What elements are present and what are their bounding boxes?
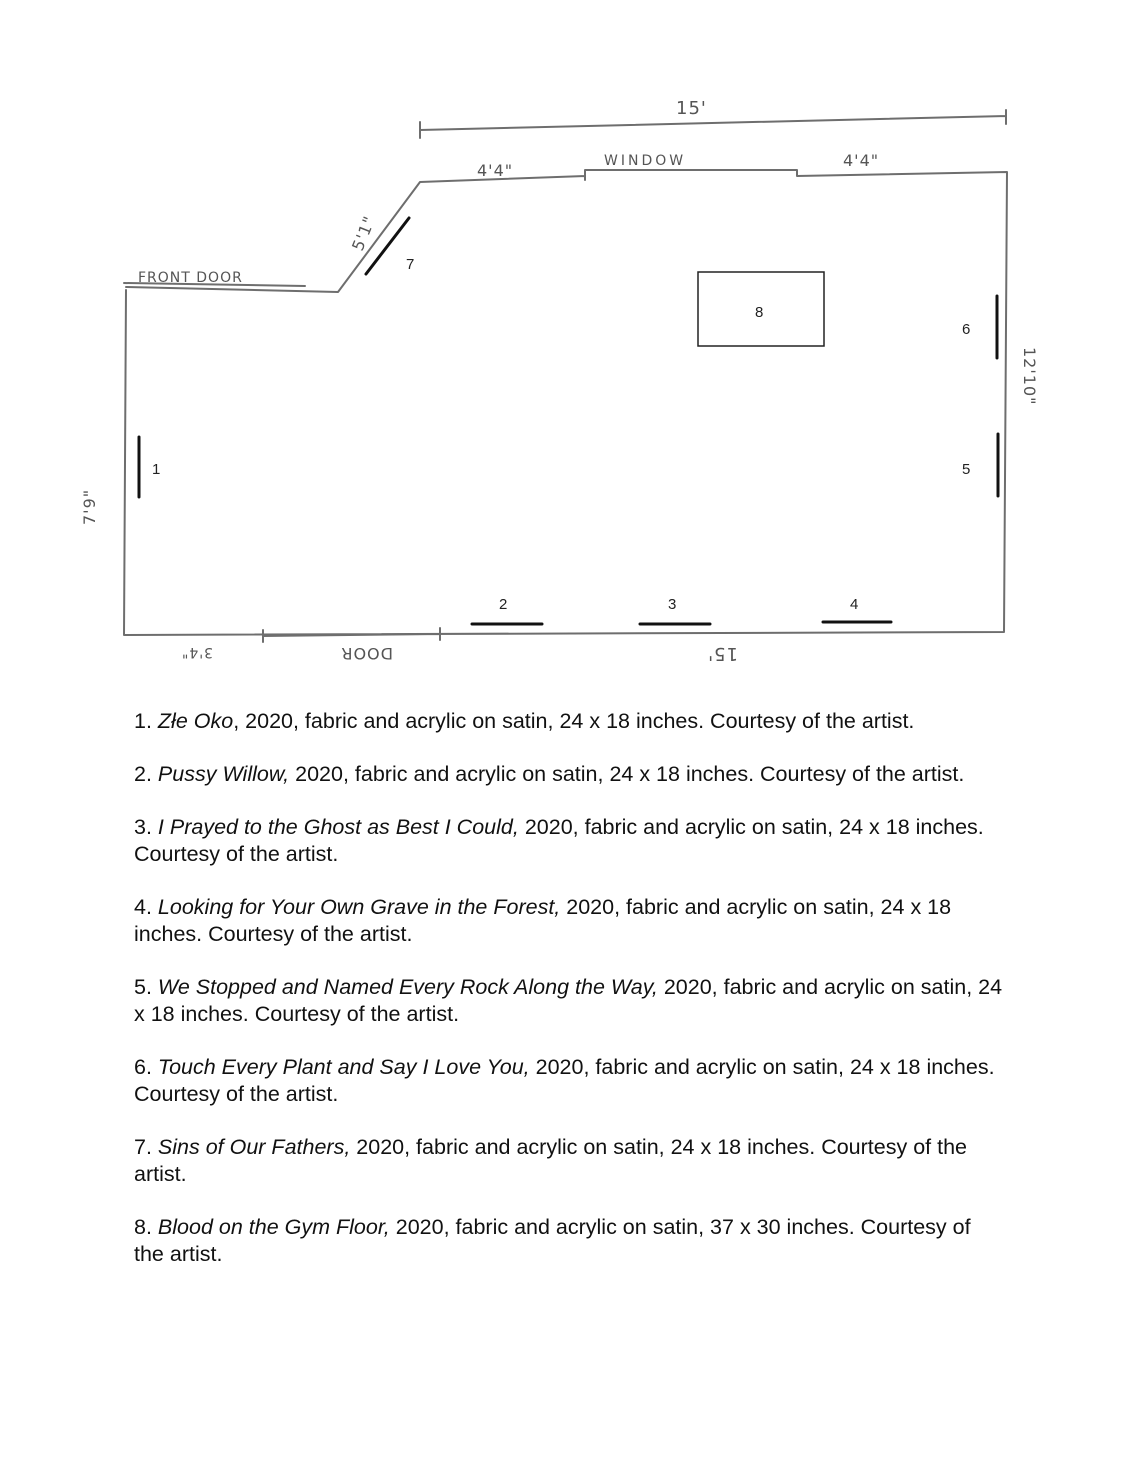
top-dimension-line	[420, 110, 1006, 138]
entry-details: 2020, fabric and acrylic on satin, 37 x 30 inches. Courtesy of the artist.	[134, 1215, 971, 1266]
entry-number: 7.	[134, 1135, 152, 1159]
entry-title: We Stopped and Named Every Rock Along the Way,	[157, 975, 658, 999]
entry-number: 2.	[134, 762, 152, 786]
artwork-number-2: 2	[499, 596, 508, 613]
entry-title: Touch Every Plant and Say I Love You,	[157, 1055, 530, 1079]
entry-number: 4.	[134, 895, 152, 919]
dim-left-wall: 7'9"	[80, 488, 99, 525]
entry-details: 2020, fabric and acrylic on satin, 24 x 18 inches. Courtesy of the artist.	[134, 1055, 995, 1106]
artwork-number-5: 5	[962, 461, 971, 478]
entry-details: 2020, fabric and acrylic on satin, 24 x 18 inches. Courtesy of the artist.	[134, 975, 1003, 1026]
entry-number: 8.	[134, 1215, 152, 1239]
dim-top-total: 15'	[676, 98, 707, 119]
bottom-door-line	[263, 628, 440, 642]
entry-details: 2020, fabric and acrylic on satin, 24 x 18 inches. Courtesy of the artist.	[134, 895, 952, 946]
entry-title: Sins of Our Fathers,	[157, 1135, 351, 1159]
checklist-entry	[134, 708, 1004, 735]
entry-title: Pussy Willow,	[157, 762, 290, 786]
entry-title: Blood on the Gym Floor,	[157, 1215, 390, 1239]
dim-bottom-total: 15'	[707, 643, 738, 664]
entry-title: Złe Oko	[157, 709, 234, 733]
dim-diagonal: 5'1"	[348, 212, 380, 254]
checklist-entry	[134, 1134, 1004, 1188]
entry-number: 6.	[134, 1055, 152, 1079]
dim-top-right: 4'4"	[843, 151, 880, 170]
entry-details: , 2020, fabric and acrylic on satin, 24 x 18 inches. Courtesy of the artist.	[233, 709, 915, 733]
room-outline	[124, 170, 1007, 635]
checklist-entry	[134, 761, 1004, 788]
dim-right-wall: 12'10"	[1020, 347, 1039, 406]
artwork-number-6: 6	[962, 321, 971, 338]
front-door-label: FRONT DOOR	[138, 270, 243, 286]
checklist-entry	[134, 814, 1004, 868]
dim-top-left: 4'4"	[477, 161, 514, 180]
entry-number: 3.	[134, 815, 152, 839]
artwork-number-1: 1	[152, 461, 161, 478]
entry-number: 5.	[134, 975, 152, 999]
artwork-checklist	[134, 708, 1004, 1294]
dim-bottom-left: 3'4"	[180, 644, 213, 660]
entry-title: I Prayed to the Ghost as Best I Could,	[157, 815, 519, 839]
artwork-number-3: 3	[668, 596, 677, 613]
artwork-number-4: 4	[850, 596, 859, 613]
checklist-entry	[134, 1214, 1004, 1268]
entry-title: Looking for Your Own Grave in the Forest,	[157, 895, 561, 919]
dim-window: WINDOW	[604, 153, 687, 169]
checklist-entry	[134, 894, 1004, 948]
bottom-door-label: DOOR	[340, 644, 393, 663]
entry-details: 2020, fabric and acrylic on satin, 24 x 18 inches. Courtesy of the artist.	[289, 762, 965, 786]
entry-details: 2020, fabric and acrylic on satin, 24 x 18 inches. Courtesy of the artist.	[134, 815, 984, 866]
artwork-number-8: 8	[755, 304, 764, 321]
floor-plan	[0, 0, 1139, 700]
checklist-entry	[134, 974, 1004, 1028]
checklist-entry	[134, 1054, 1004, 1108]
artwork-number-7: 7	[406, 256, 415, 273]
entry-number: 1.	[134, 709, 152, 733]
entry-details: 2020, fabric and acrylic on satin, 24 x 18 inches. Courtesy of the artist.	[134, 1135, 967, 1186]
